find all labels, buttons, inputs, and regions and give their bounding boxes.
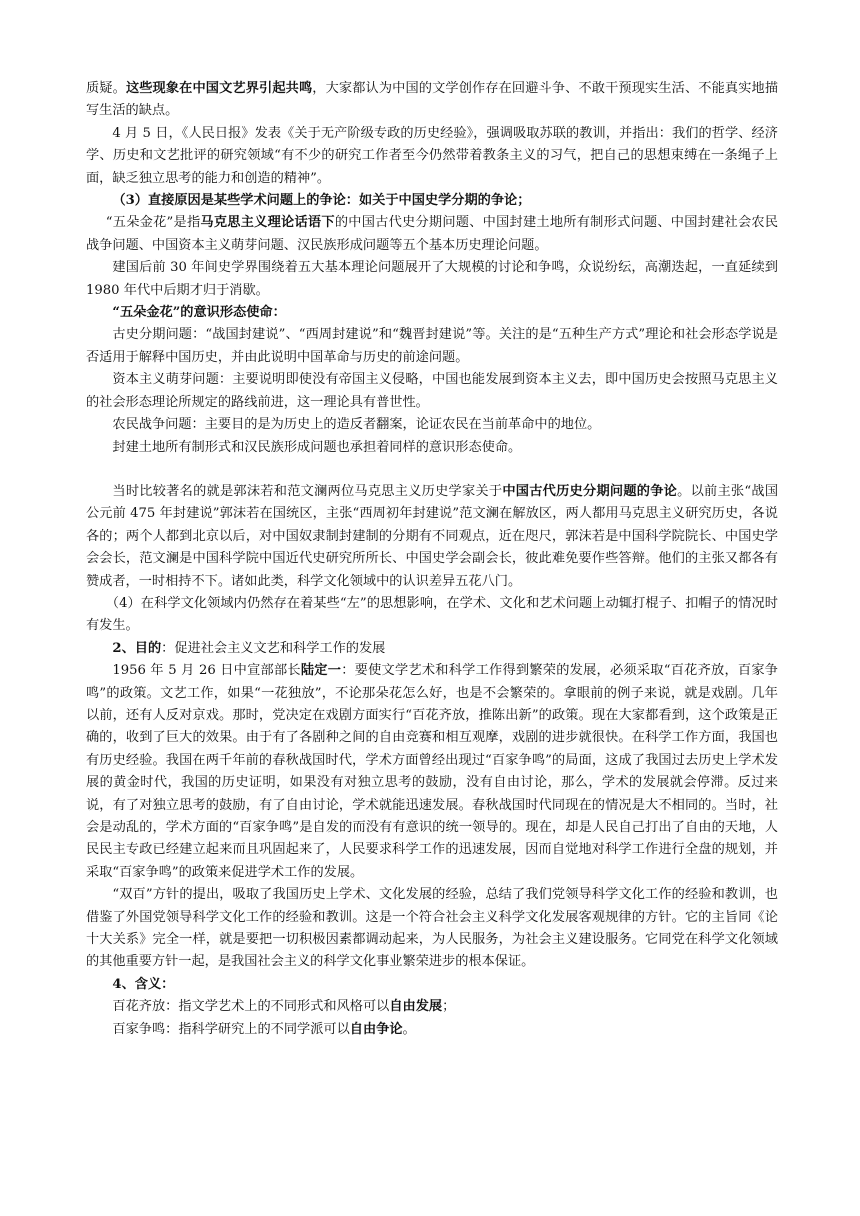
bold-text: 陆定一 bbox=[300, 663, 342, 679]
text: ：促进社会主义文艺和科学工作的发展 bbox=[161, 640, 386, 656]
bold-text: 马克思主义理论话语下 bbox=[200, 215, 335, 231]
paragraph-gap bbox=[86, 459, 778, 481]
document-page bbox=[86, 78, 778, 1041]
paragraph-literary-resonance bbox=[86, 78, 778, 123]
bold-text: 自由发展 bbox=[389, 999, 443, 1015]
heading-direct-cause: （3）直接原因是某些学术问题上的争论：如关于中国史学分期的争论； bbox=[112, 193, 531, 209]
paragraph-thirty-years: 建国后前 30 年间史学界围绕着五大基本理论问题展开了大规模的讨论和争鸣，众说纷纭，高潮迭起，一直延续到 1980 年代中后期才归于消歇。 bbox=[86, 260, 778, 298]
paragraph-peasant-war: 农民战争问题：主要目的是为历史上的造反者翻案，论证农民在当前革命中的地位。 bbox=[112, 417, 601, 433]
text: 1956 年 5 月 26 日中宣部部长 bbox=[112, 663, 301, 679]
heading-purpose bbox=[86, 638, 778, 660]
text: ； bbox=[442, 999, 456, 1015]
text: 百花齐放：指文学艺术上的不同形式和风格可以 bbox=[112, 999, 390, 1015]
bold-text: 自由争论 bbox=[349, 1021, 403, 1037]
heading-ideological-mission: “五朵金花”的意识形态使命： bbox=[112, 305, 286, 321]
text: 质疑。 bbox=[86, 81, 126, 96]
paragraph-land-ownership: 封建土地所有制形式和汉民族形成问题也承担着同样的意识形态使命。 bbox=[112, 439, 522, 455]
paragraph-hundred-flowers bbox=[86, 996, 778, 1018]
bold-text: 2、目的 bbox=[112, 640, 162, 656]
text: ：要使文学艺术和科学工作得到繁荣的发展，必须采取“百花齐放，百家争鸣”的政策。文艺工作，如果“一花独放”，不论那朵花怎么好，也是不会繁荣的。拿眼前的例子来说，就是戏剧。几年以前，还有人反对京戏。那时，党决定在戏剧方面实行“百花齐放，推陈出新”的政策。现在大家都看到，这个政策是正确的，收到了巨大的效果。由于有了各剧种之间的自由竞赛和相互观摩，戏剧的进步就很快。在科学工作方面，我国也有历史经验。我国在两千年前的春秋战国时代，学术方面曾经出现过“百家争鸣”的局面，这成了我国过去历史上学术发展的黄金时代，我国的历史证明，如果没有对独立思考的鼓励，没有自由讨论，那么，学术的发展就会停滞。反过来说，有了对独立思考的鼓励，有了自由讨论，学术就能迅速发展。春秋战国时代同现在的情况是大不相同的。当时，社会是动乱的，学术方面的“百家争鸣”是自发的而没有有意识的统一领导的。现在，却是人民自己打出了自由的天地，人民民主专政已经建立起来而且巩固起来了，人民要求科学工作的迅速发展，因而自觉地对科学工作进行全盘的规划，并采取“百家争鸣”的政策来促进学术工作的发展。 bbox=[86, 663, 778, 880]
paragraph-guo-fan-debate bbox=[86, 481, 778, 593]
text: ，大家都认为中国的文学创作存在回避斗争、不敢干预现实生活、不能真实地描写生活的缺点。 bbox=[86, 81, 779, 119]
paragraph-lu-dingyi bbox=[86, 660, 778, 884]
text: 。 bbox=[402, 1021, 416, 1037]
bold-text: 中国古代历史分期问题的争论 bbox=[502, 483, 678, 499]
text: 当时比较著名的就是郭沫若和范文澜两位马克思主义历史学家关于 bbox=[112, 483, 503, 499]
paragraph-peoples-daily: 4 月 5 日，《人民日报》发表《关于无产阶级专政的历史经验》，强调吸取苏联的教训，并指出：我们的哲学、经济学、历史和文艺批评的研究领域“有不少的研究工作者至今仍然带着教条主义的习气，把自己的思想束缚在一条绳子上面，缺乏独立思考的能力和创造的精神”。 bbox=[86, 125, 778, 186]
paragraph-capitalism-sprouts: 资本主义萌芽问题：主要说明即使没有帝国主义侵略，中国也能发展到资本主义去，即中国历史会按照马克思主义的社会形态理论所规定的路线前进，这一理论具有普世性。 bbox=[86, 372, 778, 410]
paragraph-left-influence: （4）在科学文化领域内仍然存在着某些“左”的思想影响，在学术、文化和艺术问题上动辄打棍子、扣帽子的情况时有发生。 bbox=[86, 595, 778, 634]
text: 百家争鸣：指科学研究上的不同学派可以 bbox=[112, 1021, 350, 1037]
heading-meaning: 4、含义： bbox=[112, 976, 175, 992]
bold-text: 这些现象在中国文艺界引起共鸣 bbox=[125, 81, 313, 96]
paragraph-ancient-history: 古史分期问题：“战国封建说”、“西周封建说”和“魏晋封建说”等。关注的是“五种生产方式”理论和社会形态学说是否适用于解释中国历史，并由此说明中国革命与历史的前途问题。 bbox=[86, 327, 778, 365]
text: “五朵金花”是指 bbox=[105, 215, 201, 231]
text: 。以前主张“战国公元前 475 年封建说”郭沫若在国统区，主张“西周初年封建说”范文澜在解放区，两人都用马克思主义研究历史，各说各的；两个人都到北京以后，对中国奴隶制封建制的分期有不同观点，近在咫尺，郭沫若是中国科学院院长、中国史学会会长，范文澜是中国科学院中国近代史研究所所长、中国史学会副会长，彼此难免要作些答辩。他们的主张又都各有赞成者，一时相持不下。诸如此类，科学文化领域中的认识差异五花八门。 bbox=[86, 483, 779, 589]
paragraph-hundred-schools bbox=[86, 1019, 778, 1041]
text: 的中国古代史分期问题、中国封建土地所有制形式问题、中国封建社会农民战争问题、中国资本主义萌芽问题、汉民族形成问题等五个基本历史理论问题。 bbox=[86, 215, 779, 253]
paragraph-double-hundred: “双百”方针的提出，吸取了我国历史上学术、文化发展的经验，总结了我们党领导科学文化工作的经验和教训，也借鉴了外国党领导科学文化工作的经验和教训。这是一个符合社会主义科学文化发展客观规律的方针。它的主旨同《论十大关系》完全一样，就是要把一切积极因素都调动起来，为人民服务，为社会主义建设服务。它同党在科学文化领域的其他重要方针一起，是我国社会主义的科学文化事业繁荣进步的根本保证。 bbox=[86, 887, 778, 970]
paragraph-five-golden-flowers bbox=[86, 212, 778, 257]
